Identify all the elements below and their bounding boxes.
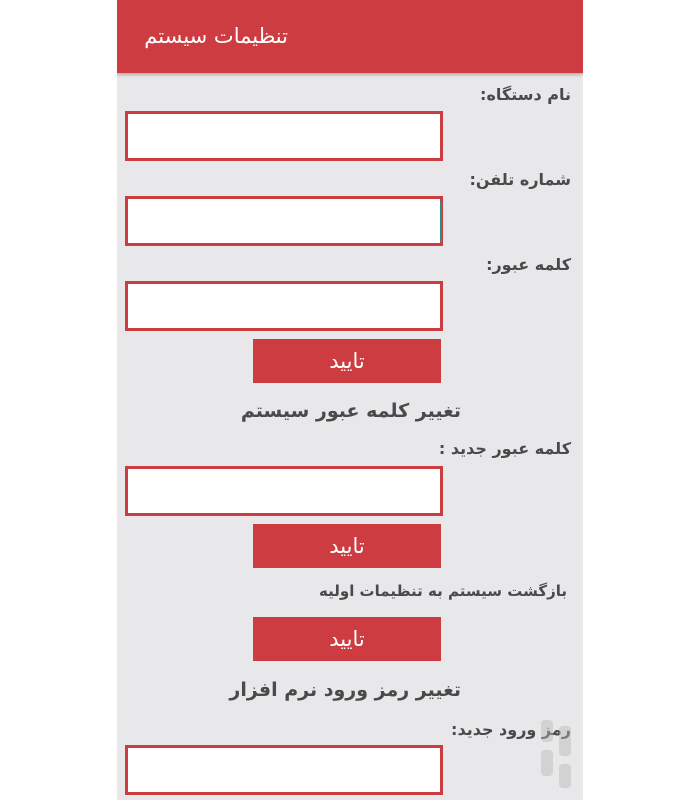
confirm-factory-reset-button[interactable]: تایید: [253, 617, 441, 661]
page-title: تنظیمات سیستم: [144, 24, 288, 48]
device-name-label: نام دستگاه:: [480, 85, 571, 104]
factory-reset-label: بازگشت سیستم به تنظیمات اولیه: [319, 582, 567, 600]
new-login-label: رمز ورود جدید:: [451, 720, 571, 739]
new-login-input[interactable]: [125, 745, 443, 795]
phone-number-input[interactable]: [125, 196, 443, 246]
new-password-input[interactable]: [125, 466, 443, 516]
text-cursor: [440, 202, 442, 242]
change-system-password-heading: تغییر کلمه عبور سیستم: [240, 400, 461, 422]
confirm-settings-button[interactable]: تایید: [253, 339, 441, 383]
device-name-input[interactable]: [125, 111, 443, 161]
app-bar: [117, 0, 583, 73]
new-password-label: کلمه عبور جدید :: [438, 439, 571, 458]
settings-screen: [117, 0, 583, 800]
password-label: کلمه عبور:: [486, 255, 571, 274]
phone-number-label: شماره تلفن:: [469, 170, 571, 189]
confirm-new-password-button[interactable]: تایید: [253, 524, 441, 568]
change-app-login-heading: تغییر رمز ورود نرم افزار: [229, 679, 461, 701]
store-watermark-icon: [537, 716, 577, 796]
password-input[interactable]: [125, 281, 443, 331]
